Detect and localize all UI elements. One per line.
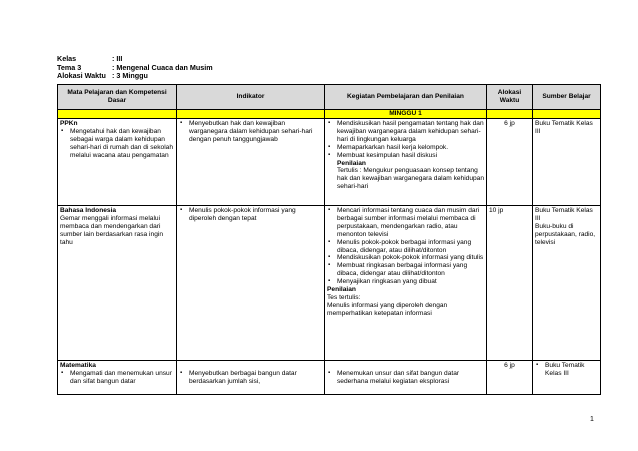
indicator-cell (177, 206, 325, 361)
activity-cell (325, 206, 487, 361)
list-item: ▪ Menulis pokok-pokok informasi yang diperoleh dengan tepat (179, 207, 322, 223)
assessment-text-2: Menulis informasi yang diperoleh dengan memperhatikan ketepatan informasi (327, 301, 448, 317)
time-cell: 10 jp (487, 206, 533, 361)
competence-cell (58, 361, 177, 395)
table-row (58, 119, 601, 206)
kelas-value: : III (112, 54, 123, 63)
competence-cell (58, 206, 177, 361)
alokasi-label: Alokasi Waktu (57, 71, 106, 81)
column-header: Mata Pelajaran dan Kompetensi Dasar (58, 85, 177, 110)
syllabus-table (57, 84, 601, 395)
page-number: 1 (590, 416, 594, 423)
assessment-title: Penilaian (327, 286, 356, 294)
document-header (57, 55, 213, 81)
source-line: Buku-buku di perpustakaan, radio, televisi (535, 222, 596, 246)
list-item: ▪ Mencari informasi tentang cuaca dan musim dari berbagai sumber informasi melalui membaca di perpustakaan, mendengarkan radio, atau menonton televisi (327, 207, 484, 239)
column-header: Kegiatan Pembelajaran dan Penilaian (325, 85, 487, 110)
assessment-text: Tes tertulis: (327, 293, 361, 301)
indicator-cell (177, 361, 325, 395)
indicator-cell (177, 119, 325, 206)
source-cell (533, 206, 601, 361)
table-header-row (58, 85, 601, 110)
list-item: ▪ Membuat ringkasan berbagai informasi yang dibaca, didengar atau dilihat/ditonton (327, 262, 484, 278)
table-row (58, 361, 601, 395)
list-item: ▪ Mendiskusikan pokok-pokok informasi yang ditulis (327, 254, 484, 262)
tema-label: Tema 3 (57, 62, 82, 72)
source-cell (533, 361, 601, 395)
tema-value: : Mengenal Cuaca dan Musim (112, 62, 213, 72)
list-item: ▪ Mendiskusikan hasil pengamatan tentang hak dan kewajiban warganegara dalam kehidupan sehari-hari di lingkungan keluarga (327, 120, 484, 144)
assessment-text: Tertulis : Mengukur penguasaan konsep tentang hak dan kewajiban warganegara dalam kehidupan sehari-hari (337, 167, 484, 191)
competence-text: Gemar menggali informasi melalui membaca dan mendengarkan dari sumber lain berdasarkan rasa ingin tahu (60, 214, 163, 246)
activity-cell (325, 119, 487, 206)
kelas-label: Kelas (57, 54, 77, 63)
assessment-title: Penilaian (337, 159, 366, 167)
subject-title: Bahasa Indonesia (60, 207, 117, 214)
list-item: ▪ Menyebutkan berbagai bangun datar berdasarkan jumlah sisi, (179, 370, 322, 386)
column-header: Indikator (177, 85, 325, 110)
column-header: Alokasi Waktu (487, 85, 533, 110)
alokasi-value: : 3 Minggu (112, 71, 148, 81)
activity-cell (325, 361, 487, 395)
column-header: Sumber Belajar (533, 85, 601, 110)
list-item: ▪ Menulis pokok-pokok berbagai informasi yang dibaca, didengar, atau dilihat/ditonton (327, 239, 484, 255)
time-cell: 6 jp (487, 361, 533, 395)
subject-title: Matematika (60, 362, 96, 369)
table-row (58, 206, 601, 361)
list-item: ▪ Menyebutkan hak dan kewajiban warganegara dalam kehidupan sehari-hari dengan penuh tanggungjawab (179, 120, 322, 144)
list-item: ▪ Membuat kesimpulan hasil diskusi (327, 152, 484, 160)
list-item: ▪ Mengamati dan menemukan unsur dan sifat bangun datar (60, 370, 174, 386)
source-line: Buku Tematik Kelas III (535, 207, 593, 222)
time-cell: 6 jp (487, 119, 533, 206)
source-cell: Buku Tematik Kelas III (533, 119, 601, 206)
list-item: ▪ Memaparkarkan hasil kerja kelompok. (327, 144, 484, 152)
list-item: ▪ Mengetahui hak dan kewajiban sebagai warga dalam kehidupan sehari-hari di rumah dan di sekolah melalui wacana atau pengamatan (60, 128, 174, 160)
list-item: ▪ Buku Tematik Kelas III (535, 362, 598, 378)
week-label: MINGGU 1 (325, 110, 487, 119)
subject-title: PPKn (60, 120, 78, 127)
competence-cell (58, 119, 177, 206)
list-item: ▪ Menemukan unsur dan sifat bangun datar sederhana melalui kegiatan eksplorasi (327, 370, 484, 386)
week-row (58, 110, 601, 119)
list-item: ▪ Menyajikan ringkasan yang dibuat (327, 278, 484, 286)
